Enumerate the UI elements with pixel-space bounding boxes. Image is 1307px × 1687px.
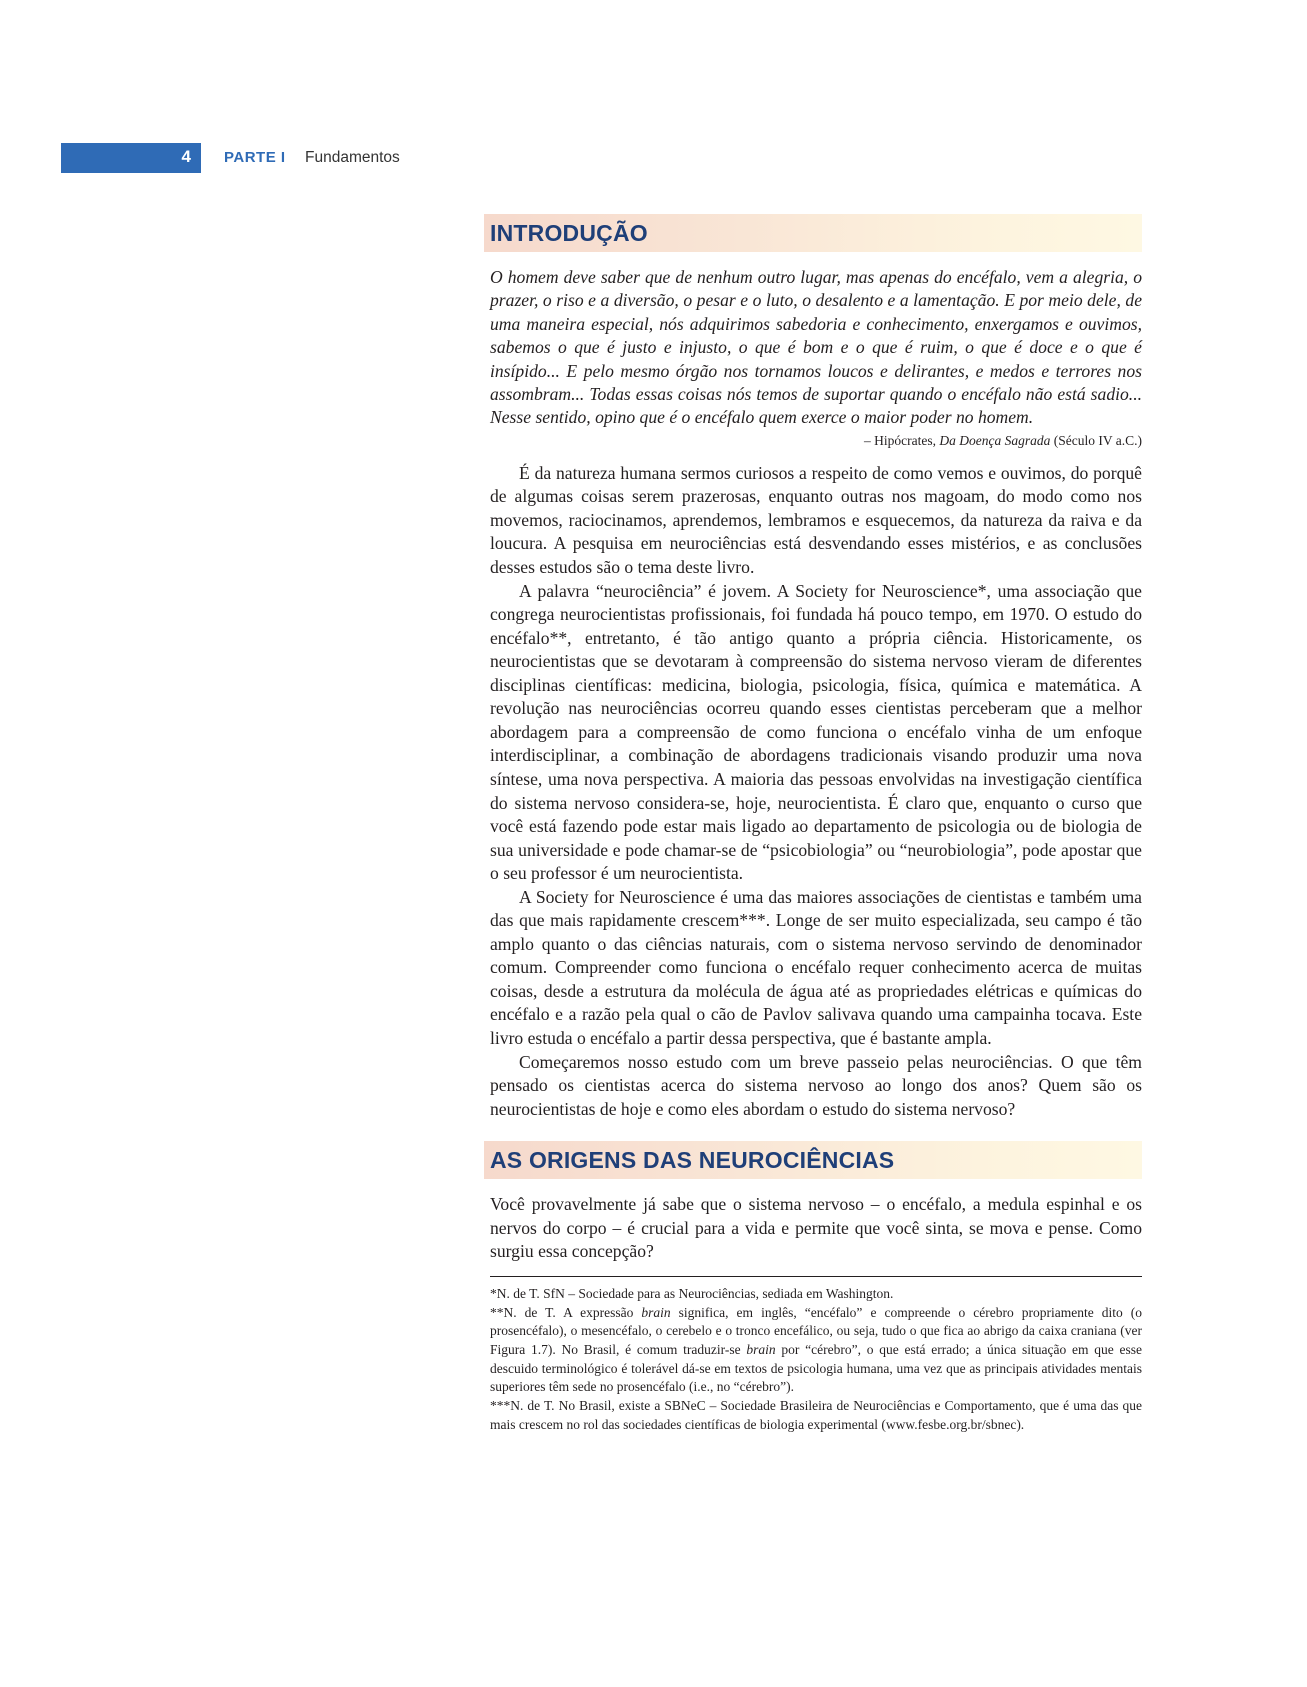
body-paragraph: É da natureza humana sermos curiosos a respeito de como vemos e ouvimos, do porquê de algumas coisas serem prazerosas, enquanto outras nos magoam, do modo como nos movemos, raciocinamos, aprendemos, lembramos e esquecemos, da natureza da raiva e da loucura. A pesquisa em neurociências está desvendando esses mistérios, e as conclusões desses estudos são o tema deste livro. xyxy=(490,462,1142,578)
part-title: Fundamentos xyxy=(305,149,400,166)
page-number: 4 xyxy=(181,147,191,166)
introduction-body xyxy=(490,462,1142,1121)
page-number-tab xyxy=(61,143,201,173)
attribution-author: – Hipócrates, xyxy=(864,432,940,448)
section-heading-origens xyxy=(484,1141,1142,1179)
epigraph-quote: O homem deve saber que de nenhum outro lugar, mas apenas do encéfalo, vem a alegria, o prazer, o riso e a diversão, o pesar e o luto, o desalento e a lamentação. E por meio dele, de uma maneira especial, nós adquirimos sabedoria e conhecimento, enxergamos e ouvimos, sabemos o que é justo e injusto, o que é bom e o que é ruim, o que é doce e o que é insípido... E pelo mesmo órgão nos tornamos loucos e delirantes, e medos e terrores nos assombram... Todas essas coisas nós temos de suportar quando o encéfalo não está sadio... Nesse sentido, opino que é o encéfalo quem exerce o maior poder no homem. xyxy=(490,267,1142,428)
running-header xyxy=(0,143,1307,173)
attribution-work: Da Doença Sagrada xyxy=(939,432,1051,448)
section-heading-title: INTRODUÇÃO xyxy=(490,220,648,246)
footnote-2-text: por “cérebro”, o que está errado; a única situação em que esse descuido terminológico é tolerável dá-se em textos de psicologia humana, uma vez que as principais atividades mentais superiores têm sede no prosencéfalo (i.e., no “cérebro”). xyxy=(490,1341,1143,1395)
footnote-1: *N. de T. SfN – Sociedade para as Neurociências, sediada em Washington. xyxy=(490,1285,894,1301)
attribution-date: (Século IV a.C.) xyxy=(1050,432,1142,448)
body-paragraph: A palavra “neurociência” é jovem. A Society for Neuroscience*, uma associação que congrega neurocientistas profissionais, foi fundada há pouco tempo, em 1970. O estudo do encéfalo**, entretanto, é tão antigo quanto a própria ciência. Historicamente, os neurocientistas que se devotaram à compreensão do sistema nervoso vieram de diferentes disciplinas científicas: medicina, biologia, psicologia, física, química e matemática. A revolução nas neurociências ocorreu quando esses cientistas perceberam que a melhor abordagem para a compreensão de como funciona o encéfalo vinha de um enfoque interdisciplinar, a combinação de abordagens tradicionais visando produzir uma nova síntese, uma nova perspectiva. A maioria das pessoas envolvidas na investigação científica do sistema nervoso considera-se, hoje, neurocientista. É claro que, enquanto o curso que você está fazendo pode estar mais ligado ao departamento de psicologia ou de biologia de sua universidade e pode chamar-se de “psicobiologia” ou “neurobiologia”, pode apostar que o seu professor é um neurocientista. xyxy=(490,580,1142,884)
text-column xyxy=(490,214,1142,1434)
footnote-2-term: brain xyxy=(641,1304,671,1320)
footnote-3: ***N. de T. No Brasil, existe a SBNeC – Sociedade Brasileira de Neurociências e Comportamento, que é uma das que mais crescem no rol das sociedades científicas de biologia experimental (www.fesbe.org.br/sbnec). xyxy=(490,1398,1142,1432)
epigraph-attribution xyxy=(490,432,1142,450)
part-label: PARTE I xyxy=(224,149,286,166)
footnote-divider xyxy=(490,1276,1142,1277)
footnote-2-text: **N. de T. A expressão xyxy=(490,1304,642,1320)
footnotes xyxy=(490,1285,1142,1435)
footnote-2-text: significa, em inglês, “encéfalo” e compreende o cérebro propriamente dito (o prosencéfalo), o mesencéfalo, o cerebelo e o tronco encefálico, ou seja, tudo o que fica ao abrigo da caixa craniana (ver Figura 1.7). No Brasil, é comum traduzir-se xyxy=(490,1304,1143,1357)
body-paragraph: A Society for Neuroscience é uma das maiores associações de cientistas e também uma das que mais rapidamente crescem***. Longe de ser muito especializada, seu campo é tão amplo quanto o das ciências naturais, com o sistema nervoso servindo de denominador comum. Compreender como funciona o encéfalo requer conhecimento acerca de muitas coisas, desde a estrutura da molécula de água até as propriedades elétricas e químicas do encéfalo e a razão pela qual o cão de Pavlov salivava quando uma campainha tocava. Este livro estuda o encéfalo a partir dessa perspectiva, que é bastante ampla. xyxy=(490,886,1142,1048)
footnote-2 xyxy=(490,1304,1142,1398)
body-paragraph: Você provavelmente já sabe que o sistema nervoso – o encéfalo, a medula espinhal e os nervos do corpo – é crucial para a vida e permite que você sinta, se mova e pense. Como surgiu essa concepção? xyxy=(490,1194,1142,1262)
origins-body xyxy=(490,1193,1142,1264)
section-heading-title: AS ORIGENS DAS NEUROCIÊNCIAS xyxy=(490,1147,895,1174)
body-paragraph: Começaremos nosso estudo com um breve passeio pelas neurociências. O que têm pensado os cientistas acerca do sistema nervoso ao longo dos anos? Quem são os neurocientistas de hoje e como eles abordam o estudo do sistema nervoso? xyxy=(490,1051,1142,1119)
section-heading-introducao xyxy=(484,214,1142,252)
footnote-2-term: brain xyxy=(746,1341,776,1357)
